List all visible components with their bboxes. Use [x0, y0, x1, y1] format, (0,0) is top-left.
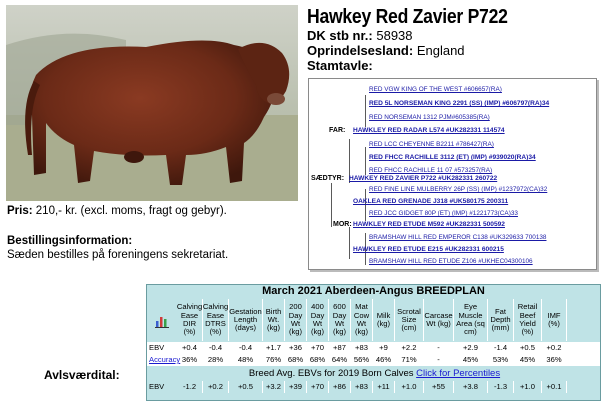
sire-tag: FAR: [329, 127, 346, 134]
column-header: Retail Beef Yield (%) [514, 299, 542, 341]
breeding-values-label: Avlsværdital: [44, 368, 120, 382]
bull-name-title: Hawkey Red Zavier P722 [307, 6, 508, 28]
pedigree-entry[interactable]: RED FINE LINE MULBERRY 26P (SS) (IMP) #1237972(CA)32 [369, 186, 548, 193]
pedigree-label: Stamtavle: [307, 58, 373, 73]
breedplan-table [146, 284, 601, 401]
breed-average-cell: +86 [329, 381, 351, 393]
column-header: Birth Wt. (kg) [263, 299, 285, 341]
ebv-cell: +2.9 [454, 342, 488, 354]
column-header: Gestation Length (days) [229, 299, 263, 341]
pedigree-heading [307, 58, 373, 73]
ebv-cell: +2.2 [395, 342, 424, 354]
pedigree-entry[interactable]: OAKLEA RED GRENADE J318 #UK580175 200311 [353, 198, 509, 205]
price-line [7, 205, 227, 217]
ebv-cell: +36 [285, 342, 307, 354]
accuracy-cell: 46% [373, 354, 395, 366]
breed-average-cell: -1.2 [177, 381, 203, 393]
ebv-cell: +0.5 [514, 342, 542, 354]
stb-line [307, 28, 413, 43]
ebv-cell: +87 [329, 342, 351, 354]
pedigree-entry[interactable]: HAWKLEY RED ETUDE E215 #UK282331 600215 [353, 246, 504, 253]
ebv-cell: +9 [373, 342, 395, 354]
accuracy-cell: 45% [454, 354, 488, 366]
ebv-row [147, 342, 601, 354]
accuracy-cell: 36% [542, 354, 567, 366]
breed-average-ebv-label: EBV [149, 382, 165, 391]
origin-label: Oprindelsesland: [307, 43, 414, 58]
percentiles-link[interactable]: Click for Percentiles [416, 368, 501, 379]
pedigree-chart [308, 78, 597, 270]
breed-average-cell: +39 [285, 381, 307, 393]
order-text: Sæden bestilles på foreningens sekretariat. [7, 249, 229, 261]
breed-average-cell: +1.0 [514, 381, 542, 393]
accuracy-row [147, 354, 601, 366]
accuracy-cell: 45% [514, 354, 542, 366]
pedigree-entry[interactable]: RED VGW KING OF THE WEST #606657(RA) [369, 86, 502, 93]
accuracy-cell: 64% [329, 354, 351, 366]
accuracy-cell: 28% [203, 354, 229, 366]
ebv-cell: - [424, 342, 454, 354]
column-header: Calving Ease DTRS (%) [203, 299, 229, 341]
breed-average-text: Breed Avg. EBVs for 2019 Born Calves [248, 368, 414, 379]
ebv-cell: -0.4 [229, 342, 263, 354]
accuracy-cell: 68% [285, 354, 307, 366]
accuracy-cell: 48% [229, 354, 263, 366]
breed-average-ebv-row [147, 381, 601, 393]
ebv-cell: +70 [307, 342, 329, 354]
breed-average-cell: +3.8 [454, 381, 488, 393]
bar-chart-icon[interactable] [155, 315, 169, 328]
breed-average-cell: +3.2 [263, 381, 285, 393]
price-text: 210,- kr. (excl. moms, fragt og gebyr). [35, 205, 227, 217]
column-header: Eye Muscle Area (sq cm) [454, 299, 488, 341]
pedigree-entry[interactable]: RED NORSEMAN 1312 PJM#605385(RA) [369, 114, 490, 121]
breed-average-cell: +1.0 [395, 381, 424, 393]
column-header: Scrotal Size (cm) [395, 299, 424, 341]
breed-average-cell: +0.5 [229, 381, 263, 393]
pedigree-entry-self[interactable]: HAWKEY RED ZAVIER P722 #UK282331 260722 [349, 175, 498, 182]
breed-average-row [147, 367, 601, 381]
bull-photo [6, 5, 298, 201]
breed-average-cell: +0.1 [542, 381, 567, 393]
ebv-cell: +0.4 [177, 342, 203, 354]
pedigree-entry[interactable]: RED JCC GIDGET 80P (ET) (IMP) #1221773(CA)33 [369, 210, 518, 217]
accuracy-cell: 68% [307, 354, 329, 366]
ebv-cell: +0.2 [542, 342, 567, 354]
pedigree-entry-dam[interactable]: HAWKLEY RED ETUDE M592 #UK282331 500592 [353, 221, 505, 228]
ebv-cell: +83 [351, 342, 373, 354]
self-tag: SÆDTYR: [311, 175, 345, 182]
breedplan-title: March 2021 Aberdeen-Angus BREEDPLAN [262, 285, 485, 297]
pedigree-entry[interactable]: RED LCC CHEYENNE B2211 #786427(RA) [369, 141, 494, 148]
accuracy-cell: 76% [263, 354, 285, 366]
pedigree-entry-sire[interactable]: HAWKLEY RED RADAR L574 #UK282331 114574 [353, 127, 505, 134]
ebv-cell: -0.4 [203, 342, 229, 354]
column-header: Fat Depth (mm) [488, 299, 514, 341]
origin-value: England [416, 43, 465, 58]
accuracy-cell: - [424, 354, 454, 366]
accuracy-cell: 71% [395, 354, 424, 366]
breed-average-cell: +83 [351, 381, 373, 393]
order-heading: Bestillingsinformation: [7, 235, 133, 247]
breed-average-cell: +55 [424, 381, 454, 393]
origin-line [307, 43, 465, 58]
accuracy-cell: 56% [351, 354, 373, 366]
dam-tag: MOR: [333, 221, 352, 228]
ebv-cell: +1.7 [263, 342, 285, 354]
column-header: 600 Day Wt (kg) [329, 299, 351, 341]
column-header: Calving Ease DIR (%) [177, 299, 203, 341]
breed-average-cell: +70 [307, 381, 329, 393]
pedigree-entry[interactable]: RED FHCC RACHILLE 3112 (ET) (IMP) #939020(RA)34 [369, 154, 536, 161]
breed-average-cell: +11 [373, 381, 395, 393]
pedigree-entry[interactable]: RED FHCC RACHILLE 11 07 #573257(RA) [369, 167, 493, 174]
accuracy-link[interactable]: Accuracy [149, 355, 181, 364]
accuracy-cell: 53% [488, 354, 514, 366]
column-header: 200 Day Wt (kg) [285, 299, 307, 341]
price-label: Pris: [7, 205, 33, 217]
pedigree-entry[interactable]: BRAMSHAW HILL RED EMPEROR C138 #UK329633 700138 [369, 234, 547, 241]
pedigree-entry[interactable]: RED 5L NORSEMAN KING 2291 (SS) (IMP) #606797(RA)34 [369, 100, 550, 107]
column-header: Carcase Wt (kg) [424, 299, 454, 341]
breed-average-cell: -1.3 [488, 381, 514, 393]
column-header: Mat Cow Wt (kg) [351, 299, 373, 341]
stb-label: DK stb nr.: [307, 28, 373, 43]
column-header: Milk (kg) [373, 299, 395, 341]
column-header: 400 Day Wt (kg) [307, 299, 329, 341]
breed-average-cell: +0.2 [203, 381, 229, 393]
accuracy-cell: 36% [177, 354, 203, 366]
pedigree-entry[interactable]: BRAMSHAW HILL RED ETUDE Z106 #UKHEC04300106 [369, 258, 533, 265]
column-header: IMF (%) [542, 299, 567, 341]
ebv-cell: -1.4 [488, 342, 514, 354]
stb-value: 58938 [376, 28, 413, 43]
ebv-row-label: EBV [149, 343, 165, 352]
